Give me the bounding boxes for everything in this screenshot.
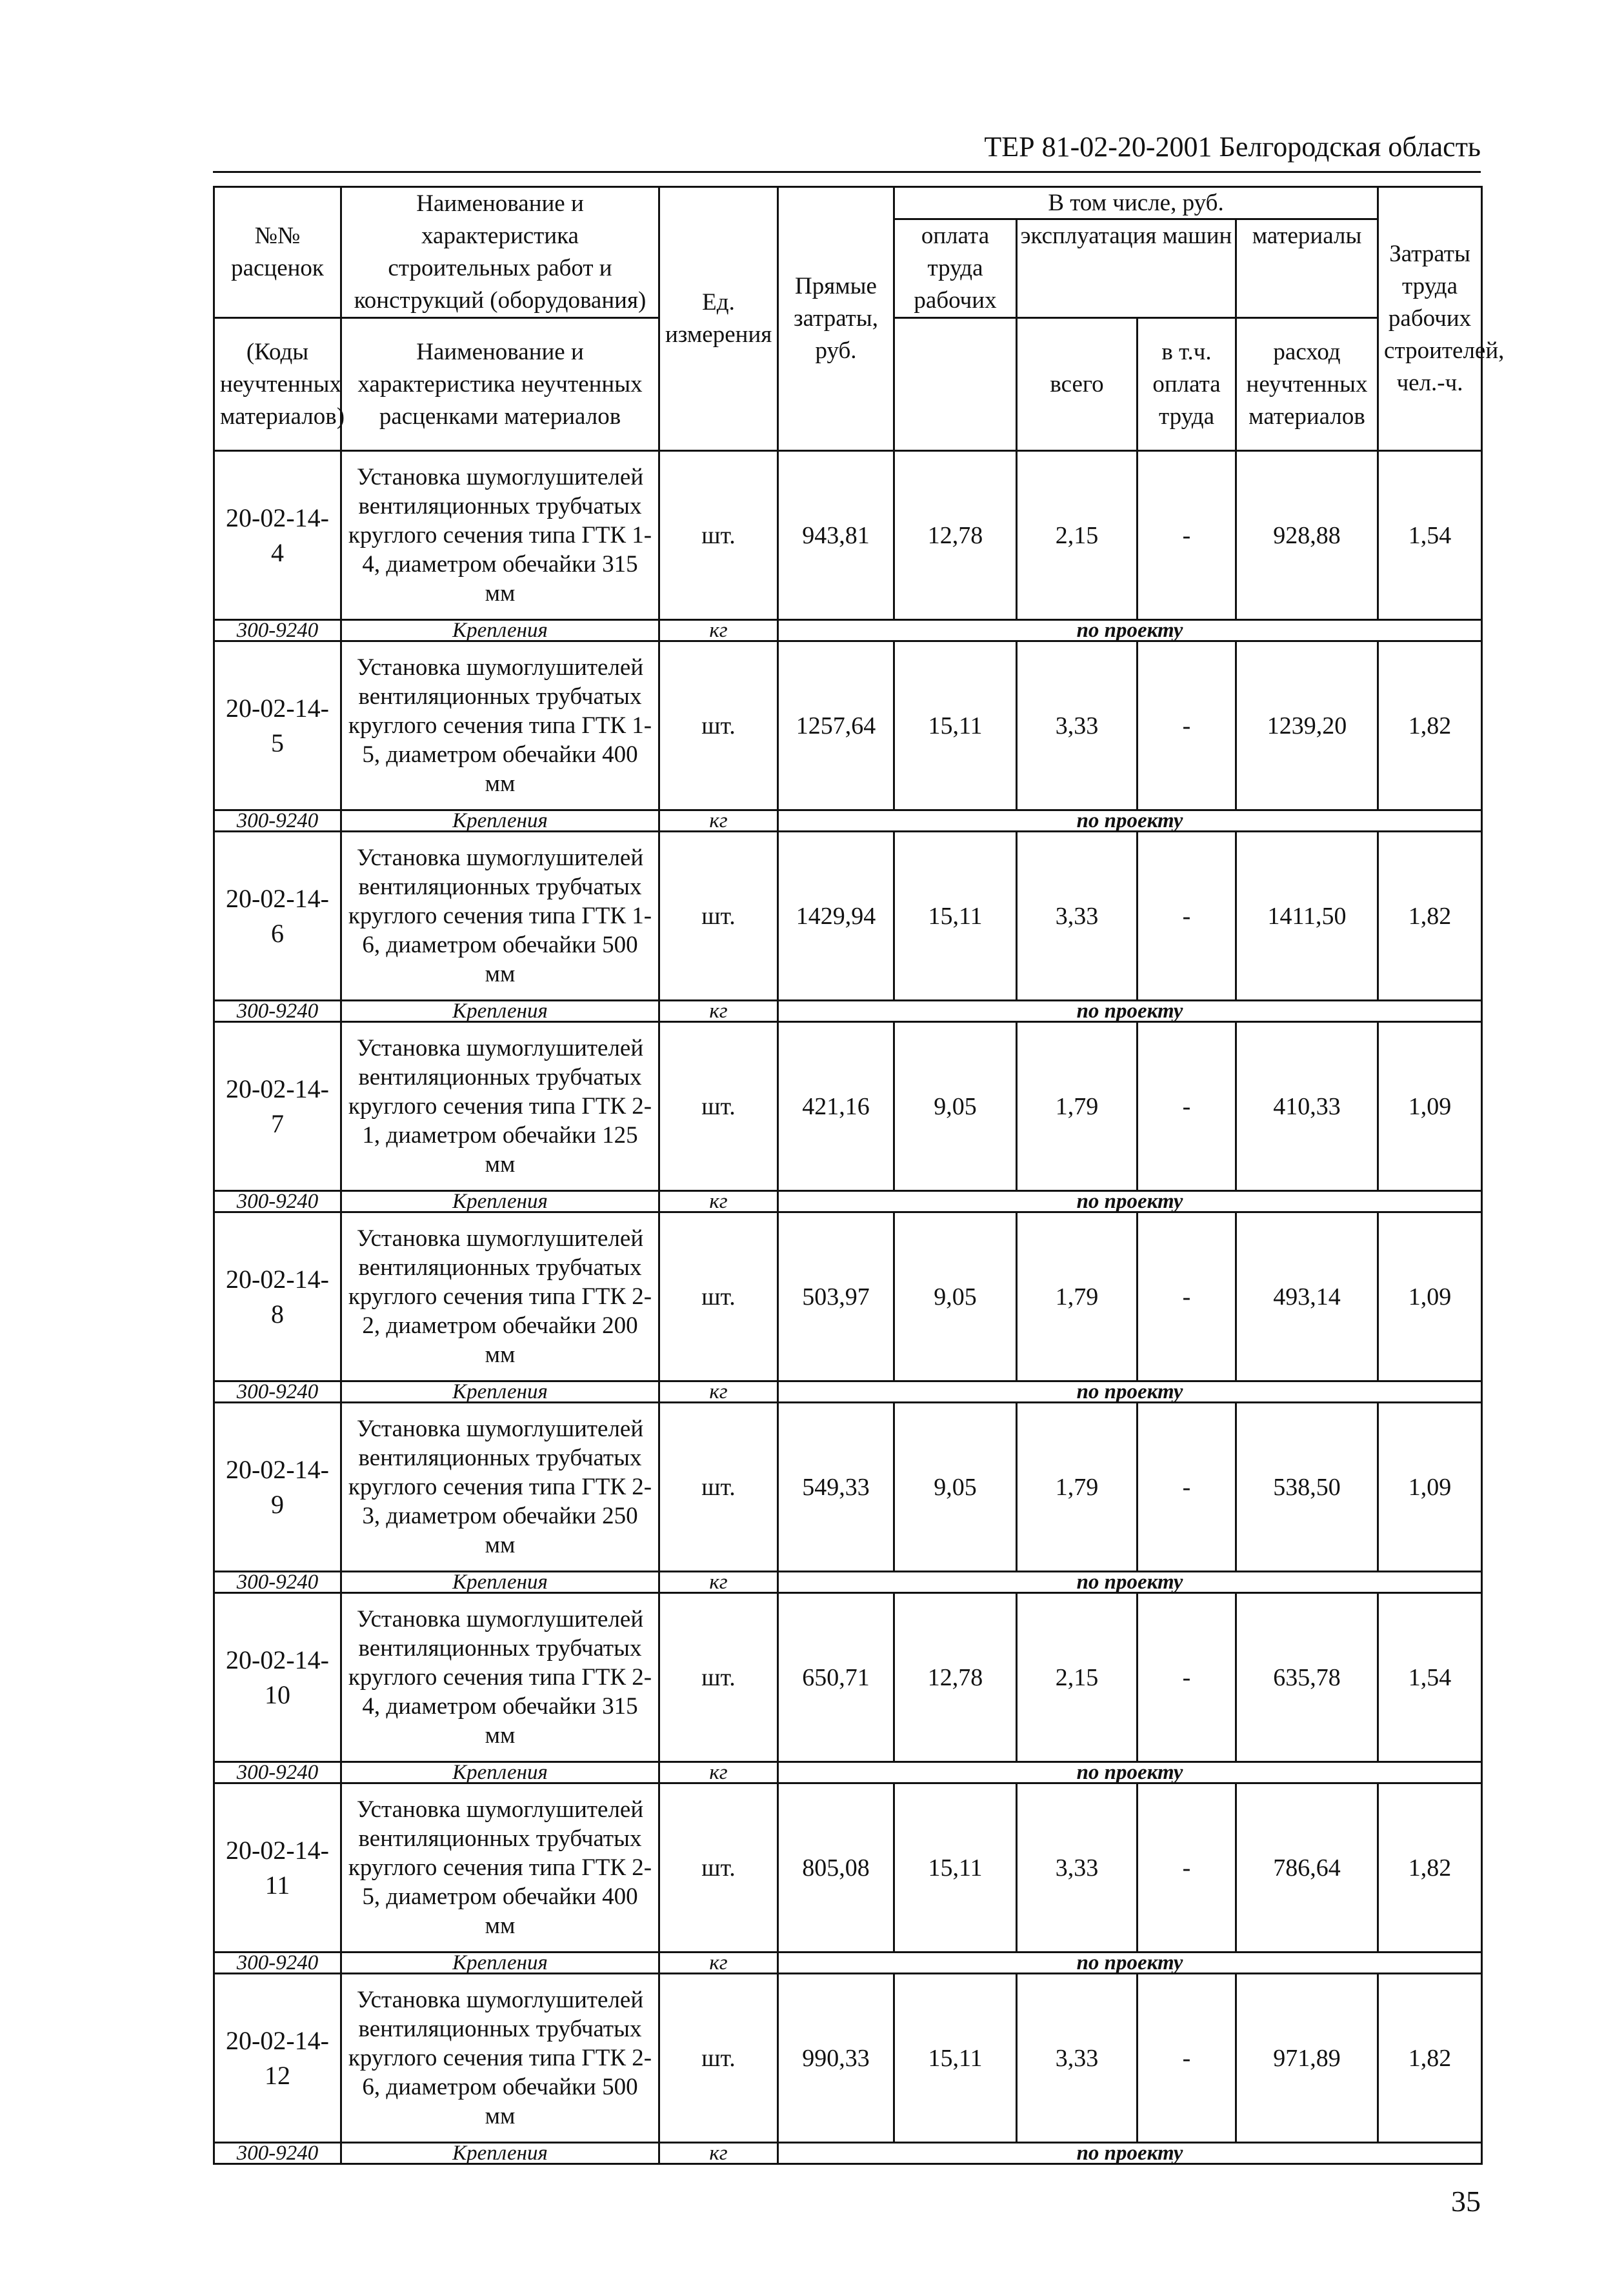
machines-total: 2,15	[1017, 1593, 1138, 1762]
rates-table	[213, 186, 1505, 2165]
materials: 928,88	[1236, 451, 1378, 620]
rate-code: 20-02-14-8	[214, 1212, 341, 1381]
material-unit: кг	[659, 1381, 778, 1403]
table-row	[214, 641, 1482, 810]
material-row	[214, 2143, 1482, 2164]
wages: 9,05	[894, 1403, 1017, 1572]
material-name: Крепления	[341, 1953, 659, 1974]
header-including-title: В том числе, руб.	[895, 188, 1377, 220]
material-unit: кг	[659, 1762, 778, 1783]
material-quantity: по проекту	[778, 1953, 1482, 1974]
materials: 971,89	[1236, 1974, 1378, 2143]
page-header	[213, 128, 1481, 173]
direct-costs: 549,33	[778, 1403, 894, 1572]
material-row	[214, 1381, 1482, 1403]
unit: шт.	[659, 1593, 778, 1762]
direct-costs: 503,97	[778, 1212, 894, 1381]
rate-code: 20-02-14-10	[214, 1593, 341, 1762]
header-machines-wages: в т.ч. оплата труда	[1138, 318, 1236, 451]
work-description: Установка шумоглушителей вентиляционных трубчатых круглого сечения типа ГТК 2-4, диаметром обечайки 315 мм	[341, 1593, 659, 1762]
work-description: Установка шумоглушителей вентиляционных трубчатых круглого сечения типа ГТК 2-5, диаметром обечайки 400 мм	[341, 1783, 659, 1953]
materials: 538,50	[1236, 1403, 1378, 1572]
header-machines: эксплуатация машин	[1018, 220, 1237, 317]
material-quantity: по проекту	[778, 1001, 1482, 1022]
labor: 1,54	[1378, 451, 1482, 620]
material-name: Крепления	[341, 1381, 659, 1403]
unit: шт.	[659, 1783, 778, 1953]
wages: 12,78	[894, 1593, 1017, 1762]
header-code-sub: (Коды неучтенных материалов)	[214, 318, 341, 451]
material-unit: кг	[659, 2143, 778, 2164]
machines-total: 3,33	[1017, 832, 1138, 1001]
materials: 635,78	[1236, 1593, 1378, 1762]
material-quantity: по проекту	[778, 1191, 1482, 1212]
machines-wages: -	[1138, 1403, 1236, 1572]
rate-code: 20-02-14-9	[214, 1403, 341, 1572]
material-code: 300-9240	[214, 1953, 341, 1974]
material-code: 300-9240	[214, 810, 341, 832]
wages: 12,78	[894, 451, 1017, 620]
page-number: 35	[1451, 2185, 1481, 2218]
direct-costs: 1429,94	[778, 832, 894, 1001]
unit: шт.	[659, 1974, 778, 2143]
header-name: Наименование и характеристика строительных работ и конструкций (оборудования)	[341, 187, 659, 318]
direct-costs: 990,33	[778, 1974, 894, 2143]
wages: 15,11	[894, 832, 1017, 1001]
machines-wages: -	[1138, 1974, 1236, 2143]
materials: 1411,50	[1236, 832, 1378, 1001]
unit: шт.	[659, 641, 778, 810]
direct-costs: 805,08	[778, 1783, 894, 1953]
labor: 1,09	[1378, 1212, 1482, 1381]
work-description: Установка шумоглушителей вентиляционных трубчатых круглого сечения типа ГТК 2-3, диаметром обечайки 250 мм	[341, 1403, 659, 1572]
material-unit: кг	[659, 1953, 778, 1974]
material-quantity: по проекту	[778, 1572, 1482, 1593]
material-code: 300-9240	[214, 1191, 341, 1212]
table-row	[214, 1022, 1482, 1191]
unit: шт.	[659, 1403, 778, 1572]
material-code: 300-9240	[214, 1572, 341, 1593]
labor: 1,09	[1378, 1403, 1482, 1572]
material-name: Крепления	[341, 1191, 659, 1212]
work-description: Установка шумоглушителей вентиляционных трубчатых круглого сечения типа ГТК 2-1, диаметром обечайки 125 мм	[341, 1022, 659, 1191]
labor: 1,09	[1378, 1022, 1482, 1191]
header-name-sub: Наименование и характеристика неучтенных расценками материалов	[341, 318, 659, 451]
material-name: Крепления	[341, 2143, 659, 2164]
material-quantity: по проекту	[778, 1762, 1482, 1783]
machines-total: 3,33	[1017, 1974, 1138, 2143]
machines-total: 1,79	[1017, 1022, 1138, 1191]
document-title: ТЕР 81-02-20-2001 Белгородская область	[984, 131, 1481, 163]
header-wages: оплата труда рабочих	[895, 220, 1018, 317]
unit: шт.	[659, 1022, 778, 1191]
material-row	[214, 1953, 1482, 1974]
labor: 1,82	[1378, 641, 1482, 810]
material-code: 300-9240	[214, 620, 341, 641]
material-code: 300-9240	[214, 1001, 341, 1022]
material-unit: кг	[659, 1001, 778, 1022]
machines-total: 1,79	[1017, 1403, 1138, 1572]
material-code: 300-9240	[214, 1762, 341, 1783]
materials: 493,14	[1236, 1212, 1378, 1381]
material-quantity: по проекту	[778, 620, 1482, 641]
wages: 15,11	[894, 641, 1017, 810]
machines-wages: -	[1138, 451, 1236, 620]
header-including	[894, 187, 1378, 318]
header-wages-empty	[894, 318, 1017, 451]
materials: 410,33	[1236, 1022, 1378, 1191]
header-direct: Прямые затраты, руб.	[778, 187, 894, 451]
labor: 1,82	[1378, 1783, 1482, 1953]
table-row	[214, 1593, 1482, 1762]
unit: шт.	[659, 1212, 778, 1381]
labor: 1,54	[1378, 1593, 1482, 1762]
table-row	[214, 451, 1482, 620]
materials: 1239,20	[1236, 641, 1378, 810]
material-row	[214, 1001, 1482, 1022]
material-unit: кг	[659, 620, 778, 641]
material-name: Крепления	[341, 1001, 659, 1022]
direct-costs: 943,81	[778, 451, 894, 620]
machines-wages: -	[1138, 1783, 1236, 1953]
material-name: Крепления	[341, 810, 659, 832]
table-row	[214, 832, 1482, 1001]
machines-wages: -	[1138, 1022, 1236, 1191]
work-description: Установка шумоглушителей вентиляционных трубчатых круглого сечения типа ГТК 2-6, диаметром обечайки 500 мм	[341, 1974, 659, 2143]
material-unit: кг	[659, 1572, 778, 1593]
wages: 9,05	[894, 1022, 1017, 1191]
material-code: 300-9240	[214, 1381, 341, 1403]
wages: 15,11	[894, 1974, 1017, 2143]
material-row	[214, 1572, 1482, 1593]
machines-total: 2,15	[1017, 451, 1138, 620]
machines-wages: -	[1138, 1593, 1236, 1762]
table-row	[214, 1212, 1482, 1381]
rate-code: 20-02-14-4	[214, 451, 341, 620]
direct-costs: 421,16	[778, 1022, 894, 1191]
wages: 15,11	[894, 1783, 1017, 1953]
work-description: Установка шумоглушителей вентиляционных трубчатых круглого сечения типа ГТК 1-4, диаметром обечайки 315 мм	[341, 451, 659, 620]
materials: 786,64	[1236, 1783, 1378, 1953]
header-unit: Ед. измерения	[659, 187, 778, 451]
machines-wages: -	[1138, 641, 1236, 810]
material-unit: кг	[659, 1191, 778, 1212]
material-row	[214, 1762, 1482, 1783]
material-name: Крепления	[341, 620, 659, 641]
material-unit: кг	[659, 810, 778, 832]
header-code: №№ расценок	[214, 187, 341, 318]
unit: шт.	[659, 832, 778, 1001]
work-description: Установка шумоглушителей вентиляционных трубчатых круглого сечения типа ГТК 1-6, диаметром обечайки 500 мм	[341, 832, 659, 1001]
labor: 1,82	[1378, 1974, 1482, 2143]
header-row-1	[214, 187, 1482, 318]
table-row	[214, 1403, 1482, 1572]
material-row	[214, 1191, 1482, 1212]
material-quantity: по проекту	[778, 810, 1482, 832]
rate-code: 20-02-14-6	[214, 832, 341, 1001]
material-row	[214, 810, 1482, 832]
wages: 9,05	[894, 1212, 1017, 1381]
header-machines-total: всего	[1017, 318, 1138, 451]
direct-costs: 1257,64	[778, 641, 894, 810]
rate-code: 20-02-14-11	[214, 1783, 341, 1953]
material-code: 300-9240	[214, 2143, 341, 2164]
machines-total: 3,33	[1017, 641, 1138, 810]
machines-total: 1,79	[1017, 1212, 1138, 1381]
material-name: Крепления	[341, 1572, 659, 1593]
direct-costs: 650,71	[778, 1593, 894, 1762]
machines-total: 3,33	[1017, 1783, 1138, 1953]
rate-code: 20-02-14-12	[214, 1974, 341, 2143]
material-quantity: по проекту	[778, 2143, 1482, 2164]
header-materials: материалы	[1252, 222, 1362, 249]
machines-wages: -	[1138, 1212, 1236, 1381]
material-row	[214, 620, 1482, 641]
material-name: Крепления	[341, 1762, 659, 1783]
unit: шт.	[659, 451, 778, 620]
table-row	[214, 1783, 1482, 1953]
material-quantity: по проекту	[778, 1381, 1482, 1403]
rate-code: 20-02-14-5	[214, 641, 341, 810]
header-materials-sub: расход неучтенных материалов	[1236, 318, 1378, 451]
rate-code: 20-02-14-7	[214, 1022, 341, 1191]
work-description: Установка шумоглушителей вентиляционных трубчатых круглого сечения типа ГТК 2-2, диаметром обечайки 200 мм	[341, 1212, 659, 1381]
work-description: Установка шумоглушителей вентиляционных трубчатых круглого сечения типа ГТК 1-5, диаметром обечайки 400 мм	[341, 641, 659, 810]
machines-wages: -	[1138, 832, 1236, 1001]
header-labor: Затраты труда рабочих строителей, чел.-ч.	[1378, 187, 1482, 451]
table-row	[214, 1974, 1482, 2143]
labor: 1,82	[1378, 832, 1482, 1001]
